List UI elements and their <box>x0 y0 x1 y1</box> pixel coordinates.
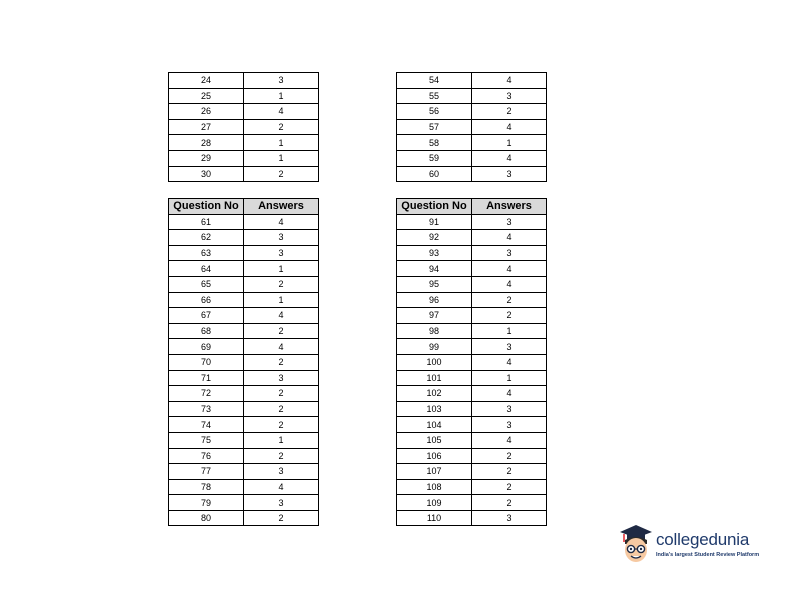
answer-cell: 2 <box>472 292 547 308</box>
table-row <box>169 104 319 120</box>
answer-cell: 4 <box>472 73 547 89</box>
table-row <box>169 464 319 480</box>
question-number-cell: 58 <box>397 135 472 151</box>
table-row <box>169 245 319 261</box>
question-number-cell: 109 <box>397 495 472 511</box>
table-row <box>397 230 547 246</box>
answer-cell: 4 <box>244 214 319 230</box>
table-row <box>397 276 547 292</box>
answer-cell: 2 <box>472 448 547 464</box>
answer-table-61-80 <box>168 198 319 526</box>
answer-cell: 2 <box>472 104 547 120</box>
question-number-cell: 77 <box>169 464 244 480</box>
question-number-cell: 108 <box>397 479 472 495</box>
answer-cell: 2 <box>472 479 547 495</box>
question-number-cell: 97 <box>397 308 472 324</box>
question-number-cell: 56 <box>397 104 472 120</box>
question-number-cell: 102 <box>397 386 472 402</box>
table-row <box>169 386 319 402</box>
brand-name: collegedunia <box>656 530 750 549</box>
table-row <box>169 150 319 166</box>
answer-cell: 4 <box>244 308 319 324</box>
answers-header: Answers <box>244 199 319 215</box>
answer-cell: 4 <box>244 339 319 355</box>
question-number-cell: 63 <box>169 245 244 261</box>
table-row <box>169 73 319 89</box>
answer-cell: 3 <box>472 166 547 182</box>
question-number-cell: 110 <box>397 510 472 526</box>
question-number-cell: 73 <box>169 401 244 417</box>
answer-cell: 2 <box>244 448 319 464</box>
table-row <box>397 339 547 355</box>
answer-cell: 3 <box>244 230 319 246</box>
table-row <box>169 166 319 182</box>
table-row <box>169 292 319 308</box>
answer-cell: 1 <box>244 135 319 151</box>
answer-cell: 4 <box>472 354 547 370</box>
question-number-cell: 70 <box>169 354 244 370</box>
question-number-cell: 25 <box>169 88 244 104</box>
table-row <box>397 323 547 339</box>
answer-cell: 4 <box>244 104 319 120</box>
answer-cell: 1 <box>472 370 547 386</box>
question-number-cell: 26 <box>169 104 244 120</box>
question-number-cell: 62 <box>169 230 244 246</box>
table-row <box>397 464 547 480</box>
table-row <box>397 119 547 135</box>
answer-cell: 2 <box>244 323 319 339</box>
question-number-cell: 93 <box>397 245 472 261</box>
answer-cell: 2 <box>244 417 319 433</box>
question-number-cell: 71 <box>169 370 244 386</box>
answer-cell: 3 <box>244 73 319 89</box>
answer-table-body <box>397 214 547 526</box>
question-number-cell: 67 <box>169 308 244 324</box>
table-row <box>397 510 547 526</box>
table-row <box>169 401 319 417</box>
question-number-cell: 57 <box>397 119 472 135</box>
table-row <box>169 417 319 433</box>
answer-cell: 4 <box>472 386 547 402</box>
table-row <box>397 479 547 495</box>
answer-table-24-30 <box>168 72 319 182</box>
table-row <box>169 214 319 230</box>
answer-cell: 2 <box>472 464 547 480</box>
table-row <box>397 104 547 120</box>
answer-cell: 3 <box>244 495 319 511</box>
question-number-cell: 28 <box>169 135 244 151</box>
question-number-cell: 68 <box>169 323 244 339</box>
answer-table-body <box>169 73 319 182</box>
answer-table-54-60 <box>396 72 547 182</box>
table-row <box>397 401 547 417</box>
answer-cell: 3 <box>244 464 319 480</box>
question-number-cell: 54 <box>397 73 472 89</box>
table-row <box>397 73 547 89</box>
table-row <box>169 308 319 324</box>
answer-cell: 4 <box>244 479 319 495</box>
table-row <box>169 261 319 277</box>
answer-cell: 4 <box>472 261 547 277</box>
answer-cell: 1 <box>472 323 547 339</box>
answer-cell: 4 <box>472 276 547 292</box>
answers-header: Answers <box>472 199 547 215</box>
answer-cell: 2 <box>472 308 547 324</box>
question-number-cell: 55 <box>397 88 472 104</box>
question-number-cell: 29 <box>169 150 244 166</box>
table-row <box>169 276 319 292</box>
answer-table-body <box>169 214 319 526</box>
question-number-cell: 103 <box>397 401 472 417</box>
question-number-cell: 65 <box>169 276 244 292</box>
question-number-cell: 98 <box>397 323 472 339</box>
answer-cell: 4 <box>472 150 547 166</box>
table-row <box>169 479 319 495</box>
answer-cell: 2 <box>244 510 319 526</box>
table-row <box>169 88 319 104</box>
table-row <box>397 150 547 166</box>
answer-cell: 1 <box>244 261 319 277</box>
table-row <box>169 510 319 526</box>
answer-cell: 2 <box>244 401 319 417</box>
table-row <box>397 292 547 308</box>
answer-cell: 2 <box>244 354 319 370</box>
collegedunia-logo <box>612 522 787 572</box>
question-number-cell: 95 <box>397 276 472 292</box>
question-number-cell: 72 <box>169 386 244 402</box>
question-number-cell: 59 <box>397 150 472 166</box>
question-number-cell: 105 <box>397 432 472 448</box>
question-number-cell: 75 <box>169 432 244 448</box>
question-number-cell: 27 <box>169 119 244 135</box>
answer-table-91-110 <box>396 198 547 526</box>
table-row <box>169 230 319 246</box>
answer-cell: 2 <box>244 386 319 402</box>
answer-cell: 1 <box>244 292 319 308</box>
table-row <box>397 448 547 464</box>
question-number-cell: 66 <box>169 292 244 308</box>
table-row <box>397 386 547 402</box>
question-number-cell: 79 <box>169 495 244 511</box>
answer-cell: 1 <box>244 150 319 166</box>
table-row <box>169 135 319 151</box>
answer-cell: 3 <box>472 245 547 261</box>
question-number-cell: 61 <box>169 214 244 230</box>
table-row <box>397 214 547 230</box>
answer-cell: 4 <box>472 119 547 135</box>
table-row <box>397 166 547 182</box>
question-number-cell: 69 <box>169 339 244 355</box>
question-no-header: Question No <box>169 199 244 215</box>
answer-cell: 3 <box>244 370 319 386</box>
answer-cell: 2 <box>244 276 319 292</box>
answer-cell: 3 <box>472 339 547 355</box>
question-number-cell: 96 <box>397 292 472 308</box>
table-row <box>169 323 319 339</box>
answer-cell: 1 <box>244 88 319 104</box>
question-number-cell: 94 <box>397 261 472 277</box>
question-number-cell: 78 <box>169 479 244 495</box>
answer-cell: 2 <box>472 495 547 511</box>
table-row <box>169 354 319 370</box>
question-number-cell: 64 <box>169 261 244 277</box>
answer-cell: 3 <box>472 417 547 433</box>
answer-cell: 3 <box>472 510 547 526</box>
table-row <box>397 88 547 104</box>
question-number-cell: 80 <box>169 510 244 526</box>
question-number-cell: 99 <box>397 339 472 355</box>
table-row <box>397 261 547 277</box>
table-row <box>397 417 547 433</box>
table-row <box>397 245 547 261</box>
answer-cell: 1 <box>472 135 547 151</box>
answer-cell: 3 <box>244 245 319 261</box>
table-row <box>169 495 319 511</box>
question-number-cell: 30 <box>169 166 244 182</box>
question-number-cell: 91 <box>397 214 472 230</box>
answer-cell: 4 <box>472 432 547 448</box>
table-row <box>397 370 547 386</box>
table-row <box>397 308 547 324</box>
answer-table-body <box>397 73 547 182</box>
answer-cell: 3 <box>472 88 547 104</box>
table-row <box>397 135 547 151</box>
table-row <box>169 432 319 448</box>
question-number-cell: 76 <box>169 448 244 464</box>
question-number-cell: 60 <box>397 166 472 182</box>
question-no-header: Question No <box>397 199 472 215</box>
question-number-cell: 100 <box>397 354 472 370</box>
answer-cell: 3 <box>472 401 547 417</box>
question-number-cell: 107 <box>397 464 472 480</box>
table-row <box>169 119 319 135</box>
question-number-cell: 24 <box>169 73 244 89</box>
answer-cell: 3 <box>472 214 547 230</box>
answer-cell: 1 <box>244 432 319 448</box>
student-mascot-icon <box>616 522 654 568</box>
answer-cell: 2 <box>244 119 319 135</box>
answer-cell: 4 <box>472 230 547 246</box>
answer-cell: 2 <box>244 166 319 182</box>
table-row <box>169 339 319 355</box>
question-number-cell: 101 <box>397 370 472 386</box>
table-header <box>169 199 319 215</box>
table-row <box>169 448 319 464</box>
question-number-cell: 92 <box>397 230 472 246</box>
table-row <box>397 432 547 448</box>
question-number-cell: 104 <box>397 417 472 433</box>
question-number-cell: 74 <box>169 417 244 433</box>
question-number-cell: 106 <box>397 448 472 464</box>
brand-tagline: India's largest Student Review Platform <box>656 552 760 558</box>
table-header <box>397 199 547 215</box>
table-row <box>397 354 547 370</box>
table-row <box>397 495 547 511</box>
table-row <box>169 370 319 386</box>
